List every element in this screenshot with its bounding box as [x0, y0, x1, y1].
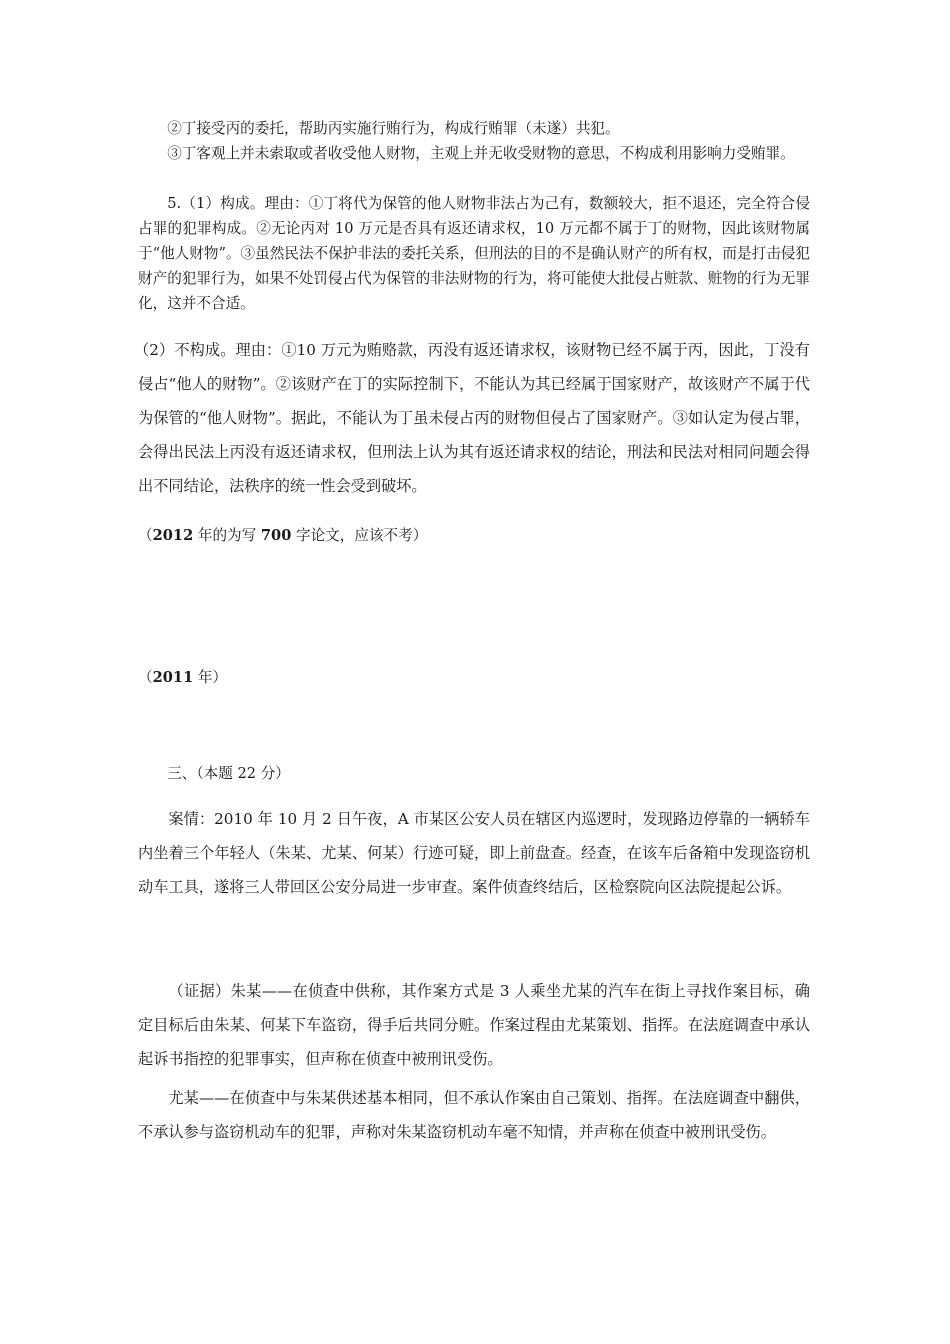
answer-5-part-2-text: （2）不构成。理由：①10 万元为贿赂款，丙没有返还请求权，该财物已经不属于丙，因此，丁没有侵占“他人的财物”。②该财产在丁的实际控制下，不能认为其已经属于国家财产，故该财产不属于代为保管的“他人财物”。据此，不能认为丁虽未侵占丙的财物但侵占了国家财产。③如认定为侵占罪，会得出民法上丙没有返还请求权，但刑法上认为其有返还请求权的结论，刑法和民法对相同问题会得出不同结论，法秩序的统一性会受到破坏。 [134, 341, 810, 495]
evidence-you: 尤某——在侦查中与朱某供述基本相同，但不承认作案由自己策划、指挥。在法庭调查中翻供，不承认参与盗窃机动车的犯罪，声称对朱某盗窃机动车毫不知情，并声称在侦查中被刑讯受伤。 [138, 1089, 810, 1141]
note-2012-tail: 字论文，应该不考） [291, 527, 428, 544]
note-2012-count: 700 [260, 527, 292, 544]
note-2012-open: （ [138, 527, 153, 544]
heading-2011-tail: 年） [193, 669, 228, 686]
heading-2011-open: （ [138, 669, 153, 686]
answer-5-part-2 [134, 333, 810, 503]
section-3-title: 三、（本题 22 分） [167, 765, 290, 782]
answer-5-part-1: 5.（1）构成。理由：①丁将代为保管的他人财物非法占为己有，数额较大，拒不退还，完全符合侵占罪的犯罪构成。②无论丙对 10 万元是否具有返还请求权，10 万元都不属于丁的财物，因此该财物属于“他人财物”。③虽然民法不保护非法的委托关系，但刑法的目的不是确认财产的所有权，而是打击侵犯财产的犯罪行为，如果不处罚侵占代为保管的非法财物的行为，将可能使大批侵占赃款、赃物的行为无罪化，这并不合适。 [138, 195, 810, 312]
evidence-zhu: （证据）朱某——在侦查中供称，其作案方式是 3 人乘坐尤某的汽车在街上寻找作案目标，确定目标后由朱某、何某下车盗窃，得手后共同分赃。作案过程由尤某策划、指挥。在法庭调查中承认起诉书指控的犯罪事实，但声称在侦查中被刑讯受伤。 [138, 982, 810, 1068]
answer-item-3: ③丁客观上并未索取或者收受他人财物，主观上并无收受财物的意思，不构成利用影响力受贿罪。 [167, 145, 795, 162]
note-2012-year: 2012 [152, 527, 194, 544]
case-facts: 案情：2010 年 10 月 2 日午夜，A 市某区公安人员在辖区内巡逻时，发现路边停靠的一辆轿车内坐着三个年轻人（朱某、尤某、何某）行迹可疑，即上前盘查。经查，在该车后备箱中发现盗窃机动车工具，遂将三人带回区公安分局进一步审查。案件侦查终结后，区检察院向区法院提起公诉。 [138, 810, 810, 896]
answer-item-2: ②丁接受丙的委托，帮助丙实施行贿行为，构成行贿罪（未遂）共犯。 [167, 120, 620, 137]
heading-2011-year: 2011 [152, 669, 194, 686]
note-2012-mid: 年的为写 [193, 527, 261, 544]
note-2012 [138, 523, 810, 548]
heading-2011 [138, 665, 810, 690]
